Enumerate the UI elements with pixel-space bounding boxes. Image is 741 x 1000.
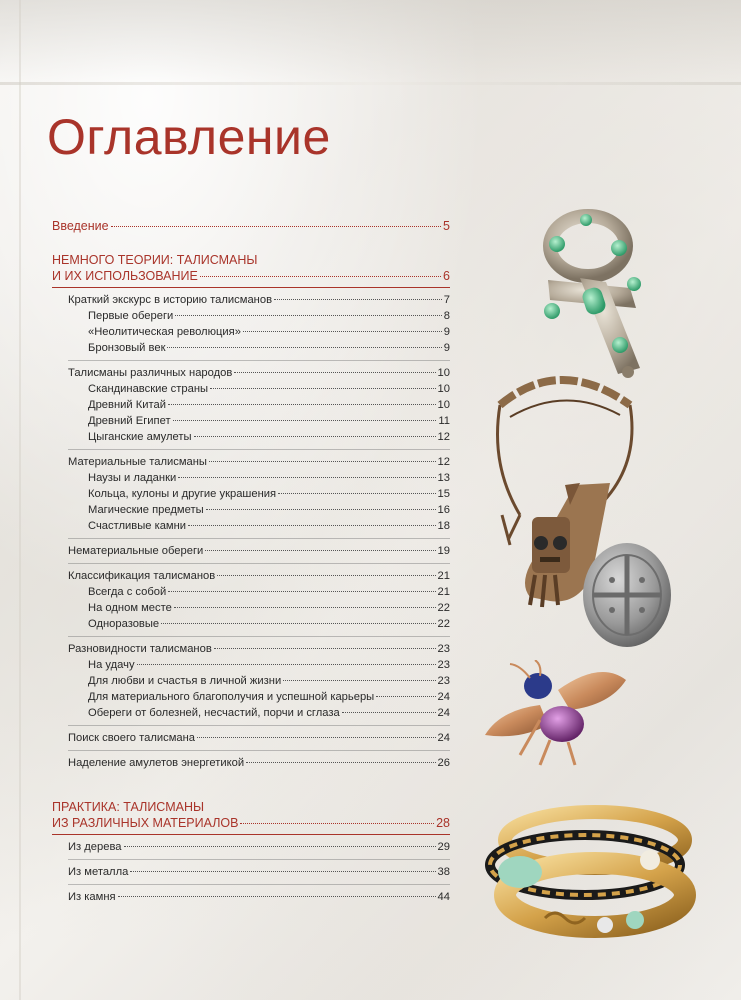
dot-leader [178, 477, 435, 478]
page-number: 10 [437, 367, 450, 379]
toc-subentry[interactable] [52, 470, 450, 486]
toc-entry[interactable] [52, 641, 450, 657]
toc-subentry[interactable] [52, 689, 450, 705]
toc-entry[interactable] [52, 839, 450, 855]
decorative-line [0, 82, 741, 85]
dot-leader [130, 871, 435, 872]
page-number: 23 [437, 659, 450, 671]
toc-group [52, 641, 450, 721]
page-number: 38 [437, 866, 450, 878]
page-number: 16 [437, 504, 450, 516]
group-divider [68, 563, 450, 564]
toc-entry-label: Классификация талисманов [68, 570, 216, 582]
silver-coin-image [580, 540, 675, 650]
page-number: 24 [437, 691, 450, 703]
toc-entry-label: Бронзовый век [88, 342, 166, 354]
dot-leader [283, 680, 435, 681]
toc-group [52, 365, 450, 445]
page-number: 22 [437, 602, 450, 614]
toc-subentry[interactable] [52, 340, 450, 356]
toc-subentry[interactable] [52, 657, 450, 673]
page-number: 29 [437, 841, 450, 853]
toc-entry-label: Из дерева [68, 841, 122, 853]
page-number: 13 [437, 472, 450, 484]
page-number: 11 [438, 415, 450, 427]
page-number: 28 [436, 816, 450, 830]
dot-leader [175, 315, 441, 316]
page-title: Оглавление [47, 109, 331, 165]
toc-entry-label: Для любви и счастья в личной жизни [88, 675, 282, 687]
dot-leader [376, 696, 435, 697]
toc-subentry[interactable] [52, 324, 450, 340]
page-number: 12 [437, 456, 450, 468]
dot-leader [342, 712, 436, 713]
page-number: 24 [437, 732, 450, 744]
page-number: 22 [437, 618, 450, 630]
page-number: 21 [437, 570, 450, 582]
page-number: 15 [437, 488, 450, 500]
section-heading-line: И ИХ ИСПОЛЬЗОВАНИЕ [52, 269, 198, 283]
page-number: 23 [437, 675, 450, 687]
toc-group [52, 292, 450, 356]
toc-entry-label: Для материального благополучия и успешной карьеры [88, 691, 375, 703]
dot-leader [210, 388, 435, 389]
toc-entry-label: Наузы и ладанки [88, 472, 177, 484]
toc-entry[interactable] [52, 730, 450, 746]
toc-entry-label: Древний Египет [88, 415, 171, 427]
dot-leader [274, 299, 442, 300]
toc-entry[interactable] [52, 454, 450, 470]
page-top-band [0, 0, 741, 82]
toc-subentry[interactable] [52, 705, 450, 721]
dot-leader [168, 591, 435, 592]
toc-entry-label: На одном месте [88, 602, 172, 614]
toc-entry-label: Счастливые камни [88, 520, 187, 532]
group-divider [68, 750, 450, 751]
toc-entry-label: На удачу [88, 659, 135, 671]
toc-entry-label: Обереги от болезней, несчастий, порчи и сглаза [88, 707, 340, 719]
table-of-contents [52, 218, 450, 905]
toc-subentry[interactable] [52, 381, 450, 397]
group-divider [68, 538, 450, 539]
section-heading-line: НЕМНОГО ТЕОРИИ: ТАЛИСМАНЫ [52, 253, 258, 267]
toc-group [52, 755, 450, 771]
toc-entry-label: Разновидности талисманов [68, 643, 212, 655]
dot-leader [137, 664, 436, 665]
page-number: 18 [437, 520, 450, 532]
page-number: 21 [437, 586, 450, 598]
toc-entry-label: Из камня [68, 891, 116, 903]
toc-entry-label: Одноразовые [88, 618, 160, 630]
dot-leader [246, 762, 435, 763]
toc-entry[interactable] [52, 292, 450, 308]
toc-entry-label: Талисманы различных народов [68, 367, 233, 379]
dot-leader [168, 404, 436, 405]
dot-leader [206, 509, 436, 510]
dot-leader [174, 607, 436, 608]
dot-leader [234, 372, 435, 373]
dot-leader [194, 436, 436, 437]
dot-leader [124, 846, 436, 847]
page-number: 9 [443, 342, 450, 354]
group-divider [68, 360, 450, 361]
toc-entry[interactable] [52, 755, 450, 771]
page-number: 10 [437, 383, 450, 395]
dot-leader [197, 737, 436, 738]
toc-entry-label: Нематериальные обереги [68, 545, 204, 557]
page-number: 44 [437, 891, 450, 903]
group-divider [68, 449, 450, 450]
toc-entry-label: Материальные талисманы [68, 456, 207, 468]
toc-entry[interactable] [52, 543, 450, 559]
toc-entry-label: Из металла [68, 866, 129, 878]
toc-entry-label: «Неолитическая революция» [88, 326, 241, 338]
bee-brooch-image [480, 660, 630, 775]
dot-leader [243, 331, 442, 332]
group-divider [68, 725, 450, 726]
dot-leader [214, 648, 436, 649]
toc-entry-label: Всегда с собой [88, 586, 167, 598]
dot-leader [278, 493, 435, 494]
toc-entry-label: Магические предметы [88, 504, 204, 516]
toc-entry-intro[interactable]: Введение 5 [52, 219, 450, 233]
section-heading-line: ПРАКТИКА: ТАЛИСМАНЫ [52, 800, 205, 814]
toc-entry-label: Первые обереги [88, 310, 174, 322]
toc-subentry[interactable] [52, 308, 450, 324]
toc-subentry[interactable] [52, 502, 450, 518]
dot-leader [217, 575, 435, 576]
dot-leader [161, 623, 435, 624]
toc-entry-label: Скандинавские страны [88, 383, 209, 395]
toc-subentry[interactable] [52, 673, 450, 689]
toc-entry[interactable] [52, 365, 450, 381]
dot-leader [188, 525, 435, 526]
toc-subentry[interactable] [52, 600, 450, 616]
toc-entry[interactable] [52, 568, 450, 584]
toc-subentry[interactable] [52, 518, 450, 534]
toc-subentry[interactable] [52, 429, 450, 445]
group-divider [68, 859, 450, 860]
page-number: 19 [437, 545, 450, 557]
group-divider [68, 884, 450, 885]
toc-subentry[interactable] [52, 584, 450, 600]
page-number: 12 [437, 431, 450, 443]
toc-entry-label: Кольца, кулоны и другие украшения [88, 488, 277, 500]
toc-entry-label: Древний Китай [88, 399, 166, 411]
toc-subentry[interactable] [52, 397, 450, 413]
page-number: 26 [437, 757, 450, 769]
ankh-amulet-image [528, 208, 668, 380]
toc-entry-label: Поиск своего талисмана [68, 732, 196, 744]
page-number: 8 [443, 310, 450, 322]
dot-leader [205, 550, 435, 551]
dot-leader [167, 347, 441, 348]
toc-entry[interactable] [52, 864, 450, 880]
toc-subentry[interactable] [52, 616, 450, 632]
page-number: 6 [443, 269, 450, 283]
page-number: 10 [437, 399, 450, 411]
section-divider [52, 287, 450, 288]
toc-group [52, 543, 450, 559]
toc-subentry[interactable] [52, 486, 450, 502]
toc-section-theory[interactable] [52, 252, 450, 284]
page-number: 23 [437, 643, 450, 655]
toc-entry-label: Краткий экскурс в историю талисманов [68, 294, 273, 306]
bracelets-pile-image [485, 800, 700, 950]
decorative-margin-line [19, 0, 21, 1000]
group-divider [68, 636, 450, 637]
toc-group [52, 454, 450, 534]
page-number: 7 [443, 294, 450, 306]
toc-group [52, 730, 450, 746]
toc-entry-label: Наделение амулетов энергетикой [68, 757, 245, 769]
toc-subentry[interactable] [52, 413, 450, 429]
dot-leader [173, 420, 437, 421]
section-divider [52, 834, 450, 835]
toc-group [52, 568, 450, 632]
dot-leader [209, 461, 436, 462]
toc-entry[interactable] [52, 889, 450, 905]
dot-leader [118, 896, 436, 897]
toc-entry-label: Цыганские амулеты [88, 431, 192, 443]
page-number: 9 [443, 326, 450, 338]
page-number: 24 [437, 707, 450, 719]
toc-section-practice[interactable] [52, 799, 450, 831]
section-heading-line: ИЗ РАЗЛИЧНЫХ МАТЕРИАЛОВ [52, 816, 239, 830]
